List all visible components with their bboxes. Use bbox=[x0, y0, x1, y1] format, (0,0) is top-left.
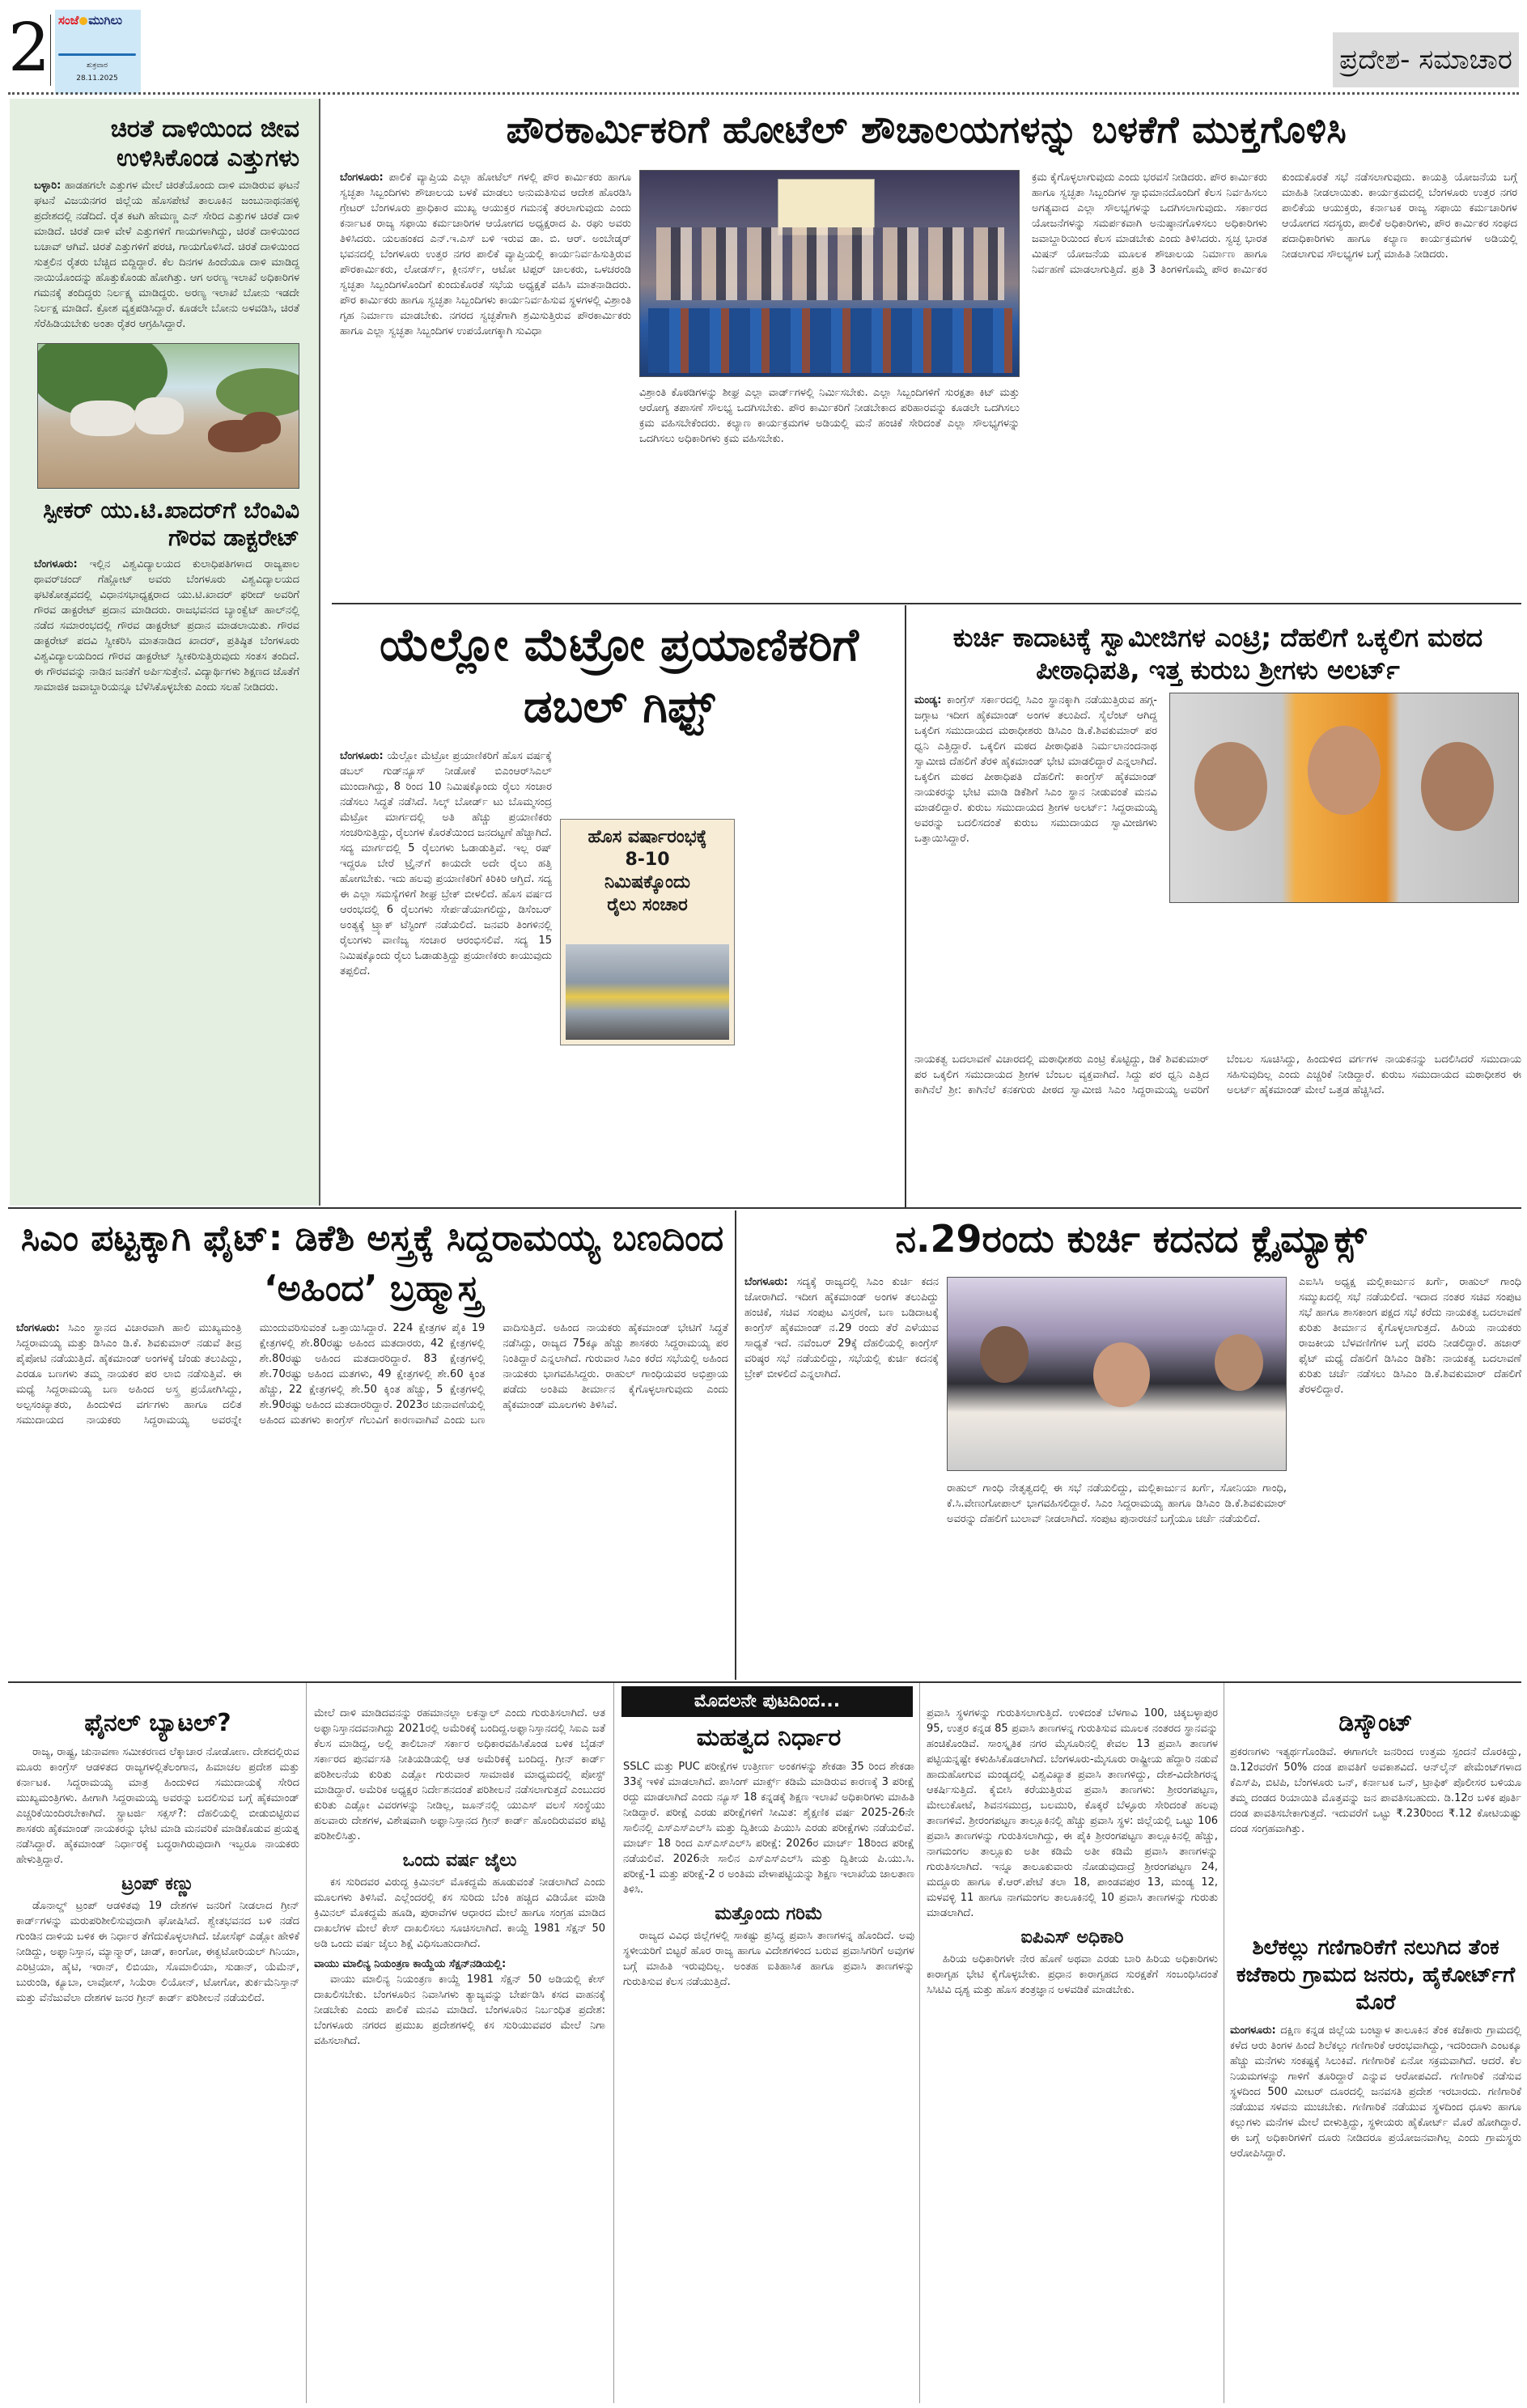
mahatva-body bbox=[623, 1759, 914, 2403]
dateline: ಬೆಂಗಳೂರು: bbox=[744, 1276, 788, 1288]
congress-leaders-photo bbox=[947, 1277, 1287, 1471]
masthead bbox=[8, 8, 1527, 95]
photo-face bbox=[980, 1326, 1029, 1383]
article-text: ಸದ್ಯಕ್ಕೆ ರಾಜ್ಯದಲ್ಲಿ ಸಿಎಂ ಕುರ್ಚಿ ಕದನ ಜೋರಾಗಿದೆ. ಇದೀಗ ಹೈಕಮಾಂಡ್ ಅಂಗಳ ತಲುಪಿದ್ದು ಹಂಚಿಕೆ, ಸಚಿವ ಸಂಪುಟ ವಿಸ್ತರಣೆ, ಬಣ ಬಡಿದಾಟಕ್ಕೆ ಕಾಂಗ್ರೆಸ್ ಹೈಕಮಾಂಡ್ ನ.29 ರಂದು ತೆರೆ ಎಳೆಯುವ ಸಾಧ್ಯತೆ ಇದೆ. ನವೆಂಬರ್ 29ಕ್ಕೆ ದೆಹಲಿಯಲ್ಲಿ ಕಾಂಗ್ರೆಸ್ ವರಿಷ್ಠರ ಸಭೆ ನಡೆಯಲಿದ್ದು, ಸಭೆಯಲ್ಲಿ ಕುರ್ಚಿ ಕದನಕ್ಕೆ ಬ್ರೇಕ್ ಬೀಳಲಿದೆ ಎನ್ನಲಾಗಿದೆ. bbox=[744, 1276, 939, 1380]
quarry-body bbox=[1230, 2023, 1521, 2403]
sidebar-story2-body bbox=[10, 552, 319, 695]
lead-body-under-photo: ವಿಶ್ರಾಂತಿ ಕೊಠಡಿಗಳನ್ನು ಶೀಘ್ರ ಎಲ್ಲಾ ವಾರ್ಡ್‌ಗಳಲ್ಲಿ ನಿರ್ಮಿಸಬೇಕು. ಎಲ್ಲಾ ಸಿಬ್ಬಂದಿಗಳಿಗೆ ಸುರಕ್ಷತಾ ಕಿಟ್ ಮತ್ತು ಆರೋಗ್ಯ ತಪಾಸಣೆ ಸೌಲಭ್ಯ ಒದಗಿಸಬೇಕು. ಪೌರ ಕಾರ್ಮಿಕರಿಗೆ ನೀಡಬೇಕಾದ ಪರಿಹಾರವನ್ನು ಕೂಡಲೇ ಒದಗಿಸಲು ಕ್ರಮ ವಹಿಸಬೇಕೆಂದರು. ಕಲ್ಯಾಣ ಕಾರ್ಯಕ್ರಮಗಳ ಅಡಿಯಲ್ಲಿ ಮನೆ ಹಂಚಿಕೆ ಸೇರಿದಂತೆ ಎಲ್ಲಾ ಸೌಲಭ್ಯಗಳನ್ನು ಒದಗಿಸಲು ಅಧಿಕಾರಿಗಳು ಕ್ರಮ ವಹಿಸಬೇಕು. bbox=[639, 387, 1020, 445]
metro-highlight-box bbox=[560, 819, 735, 1045]
article-text: ಡೊನಾಲ್ಡ್ ಟ್ರಂಪ್ ಆಡಳಿತವು 19 ದೇಶಗಳ ಜನರಿಗೆ ನೀಡಲಾದ ಗ್ರೀನ್ ಕಾರ್ಡ್‌ಗಳನ್ನು ಮರುಪರಿಶೀಲಿಸುವುದಾಗಿ ಘೋಷಿಸಿದೆ. ಶ್ವೇತಭವನದ ಬಳಿ ನಡೆದ ಗುಂಡಿನ ದಾಳಿಯ ಬಳಿಕ ಈ ನಿರ್ಧಾರ ತೆಗೆದುಕೊಳ್ಳಲಾಗಿದೆ. ಜೋಸೆಫ್ ಎಡ್ಲೋ ಹೇಳಿಕೆ ನೀಡಿದ್ದು, ಅಫ್ಘಾನಿಸ್ತಾನ, ಮ್ಯಾನ್ಮಾರ್, ಚಾಡ್, ಕಾಂಗೋ, ಈಕ್ವಟೋರಿಯಲ್ ಗಿನಿಯಾ, ಎರಿಟ್ರಿಯಾ, ಹೈಟಿ, ಇರಾನ್, ಲಿಬಿಯಾ, ಸೊಮಾಲಿಯಾ, ಸುಡಾನ್, ಯೆಮೆನ್, ಬುರುಂಡಿ, ಕ್ಯೂಬಾ, ಲಾವೋಸ್, ಸಿಯೆರಾ ಲಿಯೋನ್, ಟೋಗೋ, ತುರ್ಕಮೆನಿಸ್ತಾನ್ ಮತ್ತು ವೆನೆಜುವೆಲಾ ದೇಶಗಳ ಜನರ ಗ್ರೀನ್ ಕಾರ್ಡ್ ಪರಿಶೀಲನೆ ನಡೆಯಲಿದೆ. bbox=[16, 1900, 299, 2004]
sidebar-story1-headline: ಚಿರತೆ ದಾಳಿಯಿಂದ ಜೀವ ಉಳಿಸಿಕೊಂಡ ಎತ್ತುಗಳು bbox=[110, 115, 299, 172]
photo-face bbox=[1194, 742, 1267, 831]
column-b bbox=[314, 1706, 605, 2402]
photo-face bbox=[1421, 742, 1494, 831]
metro-box-line: ನಿಮಿಷಕ್ಕೊಂದು bbox=[604, 872, 691, 892]
photo-face bbox=[1093, 1342, 1150, 1407]
sun-logo-icon bbox=[79, 17, 87, 25]
logo-text-sanje: ಸಂಜೆ bbox=[58, 13, 79, 28]
lead-body-right: ಕ್ರಮ ಕೈಗೊಳ್ಳಲಾಗುವುದು ಎಂದು ಭರವಸೆ ನೀಡಿದರು. ಪೌರ ಕಾರ್ಮಿಕರು ಹಾಗೂ ಸ್ವಚ್ಛತಾ ಸಿಬ್ಬಂದಿಗಳ ಸ್ವಾಭಿಮಾನದೊಂದಿಗೆ ಕೆಲಸ ನಿರ್ವಹಿಸಲು ಅಗತ್ಯವಾದ ಎಲ್ಲಾ ಸೌಲಭ್ಯಗಳನ್ನು ಒದಗಿಸಲಾಗುವುದು. ಸರ್ಕಾರದ ಯೋಜನೆಗಳನ್ನು ಸಮರ್ಪಕವಾಗಿ ಅನುಷ್ಠಾನಗೊಳಿಸಲು ಅಧಿಕಾರಿಗಳು ಜವಾಬ್ದಾರಿಯಿಂದ ಕೆಲಸ ಮಾಡಬೇಕು ಎಂದು ತಿಳಿಸಿದರು. ಸ್ವಚ್ಛ ಭಾರತ ಮಿಷನ್ ಯೋಜನೆಯ ಮೂಲಕ ಶೌಚಾಲಯ ನಿರ್ಮಾಣ ಹಾಗೂ ನಿರ್ವಹಣೆ ಮಾಡಲಾಗುತ್ತಿದೆ. ಪ್ರತಿ 3 ತಿಂಗಳಿಗೊಮ್ಮೆ ಪೌರ ಕಾರ್ಮಿಕರ ಕುಂದುಕೊರತೆ ಸಭೆ ನಡೆಸಲಾಗುವುದು. ಕಾಯತ್ರಿ ಯೋಜನೆಯ ಬಗ್ಗೆ ಮಾಹಿತಿ ನೀಡಲಾಯಿತು. ಕಾರ್ಯಕ್ರಮದಲ್ಲಿ ಬೆಂಗಳೂರು ಉತ್ತರ ನಗರ ಪಾಲಿಕೆಯ ಆಯುಕ್ತರು, ಕರ್ನಾಟಕ ರಾಜ್ಯ ಸಫಾಯಿ ಕರ್ಮಚಾರಿಗಳ ಆಯೋಗದ ಸದಸ್ಯರು, ಪಾಲಿಕೆ ಅಧಿಕಾರಿಗಳು, ಪೌರ ಕಾರ್ಮಿಕರ ಸಂಘದ ಪದಾಧಿಕಾರಿಗಳು ಹಾಗೂ ಕಲ್ಯಾಣ ಕಾರ್ಯಕ್ರಮಗಳ ಅಡಿಯಲ್ಲಿ ನೀಡಲಾಗುವ ಸೌಲಭ್ಯಗಳ ಬಗ್ಗೆ ಮಾಹಿತಿ ನೀಡಿದರು. bbox=[1032, 172, 1517, 276]
masthead-rule bbox=[8, 92, 1519, 97]
sidebar bbox=[10, 99, 320, 1206]
article-text: ದಕ್ಷಿಣ ಕನ್ನಡ ಜಿಲ್ಲೆಯ ಬಂಟ್ವಾಳ ತಾಲೂಕಿನ ತೆಂಕ ಕಜೆಕಾರು ಗ್ರಾಮದಲ್ಲಿ ಕಳೆದ ಆರು ತಿಂಗಳ ಹಿಂದೆ ಶಿಲೆಕಲ್ಲು ಗಣಿಗಾರಿಕೆ ಆರಂಭವಾಗಿದ್ದು, ಇದರಿಂದಾಗಿ ಎಂಟಕ್ಕೂ ಹೆಚ್ಚು ಮನೆಗಳು ಸಂಕಷ್ಟಕ್ಕೆ ಸಿಲುಕಿವೆ. ಗಣಿಗಾರಿಕೆ ಏನೋ ಸಕ್ರಮವಾಗಿದೆ. ಆದರೆ. ಕೆಲ ನಿಯಮಗಳನ್ನು ಗಾಳಿಗೆ ತೂರಿದ್ದಾರೆ ಎನ್ನುವ ಆರೋಪವಿದೆ. ಗಣಿಗಾರಿಕೆ ನಡೆಸುವ ಸ್ಥಳದಿಂದ 500 ಮೀಟರ್ ದೂರದಲ್ಲಿ ಜನವಸತಿ ಪ್ರದೇಶ ಇರಬಾರದು. ಗಣಿಗಾರಿಕೆ ನಡೆಯುವ ಸಳವನು ಮುಚಬೇಕು. ಗಣಿಗಾರಿಕೆ ನಡೆಯುವ ಸ್ಥಳದಿಂದ ಧೂಳು ಹಾಗೂ ಕಲ್ಲುಗಳು ಮನೆಗಳ ಮೇಲೆ ಬೀಳುತ್ತಿದ್ದು, ಸ್ಥಳೀಯರು ಹೈಕೋರ್ಟ್ ಮೊರೆ ಹೋಗಿದ್ದಾರೆ. ಈ ಬಗ್ಗೆ ಅಧಿಕಾರಿಗಳಿಗೆ ದೂರು ನೀಡಿದರೂ ಪ್ರಯೋಜನವಾಗಿಲ್ಲ ಎಂದು ಗ್ರಾಮಸ್ಥರು ಆರೋಪಿಸಿದ್ದಾರೆ. bbox=[1230, 2024, 1521, 2160]
page-number: 2 bbox=[8, 10, 51, 87]
final-battle-headline: ಫೈನಲ್ ಬ್ಯಾಟಲ್? bbox=[84, 1709, 231, 1737]
column-divider bbox=[613, 1683, 614, 2403]
article-text: ಸಿಎಂ ಸ್ಥಾನದ ವಿಚಾರವಾಗಿ ಹಾಲಿ ಮುಖ್ಯಮಂತ್ರಿ ಸಿದ್ದರಾಮಯ್ಯ ಮತ್ತು ಡಿಸಿಎಂ ಡಿ.ಕೆ. ಶಿವಕುಮಾರ್ ನಡುವೆ ತೀವ್ರ ಪೈಪೋಟಿ ನಡೆಯುತ್ತಿದೆ. ಹೈಕಮಾಂಡ್ ಅಂಗಳಕ್ಕೆ ಚೆಂಡು ತಲುಪಿದ್ದು, ಎರಡೂ ಬಣಗಳು ತಮ್ಮ ನಾಯಕರ ಪರ ಲಾಬಿ ನಡೆಸುತ್ತಿವೆ. ಈ ಮಧ್ಯೆ ಸಿದ್ದರಾಮಯ್ಯ ಬಣ ಅಹಿಂದ ಅಸ್ತ್ರ ಪ್ರಯೋಗಿಸಿದ್ದು, ಅಲ್ಪಸಂಖ್ಯಾತರು, ಹಿಂದುಳಿದ ವರ್ಗಗಳು ಹಾಗೂ ದಲಿತ ಸಮುದಾಯದ ನಾಯಕರು ಸಿದ್ದರಾಮಯ್ಯ ಅವರನ್ನೇ ಮುಂದುವರಿಸುವಂತೆ ಒತ್ತಾಯಿಸಿದ್ದಾರೆ. 224 ಕ್ಷೇತ್ರಗಳ ಪೈಕಿ 19 ಕ್ಷೇತ್ರಗಳಲ್ಲಿ ಶೇ.80ರಷ್ಟು ಅಹಿಂದ ಮತದಾರರು, 42 ಕ್ಷೇತ್ರಗಳಲ್ಲಿ ಶೇ.80ರಷ್ಟು ಅಹಿಂದ ಮತದಾರರಿದ್ದಾರೆ. 83 ಕ್ಷೇತ್ರಗಳಲ್ಲಿ ಶೇ.70ರಷ್ಟು ಅಹಿಂದ ಮತಗಳು, 49 ಕ್ಷೇತ್ರಗಳಲ್ಲಿ ಶೇ.60 ಕ್ಕಿಂತ ಹೆಚ್ಚು, 22 ಕ್ಷೇತ್ರಗಳಲ್ಲಿ ಶೇ.50 ಕ್ಕಿಂತ ಹೆಚ್ಚು, 5 ಕ್ಷೇತ್ರಗಳಲ್ಲಿ ಶೇ.90ರಷ್ಟು ಅಹಿಂದ ಮತದಾರರಿದ್ದಾರೆ. 2023ರ ಚುನಾವಣೆಯಲ್ಲಿ ಅಹಿಂದ ಮತಗಳು ಕಾಂಗ್ರೆಸ್ ಗೆಲುವಿಗೆ ಕಾರಣವಾಗಿವೆ ಎಂದು ಬಣ ವಾದಿಸುತ್ತಿದೆ. ಅಹಿಂದ ನಾಯಕರು ಹೈಕಮಾಂಡ್ ಭೇಟಿಗೆ ಸಿದ್ಧತೆ ನಡೆಸಿದ್ದು, ರಾಜ್ಯದ 75ಕ್ಕೂ ಹೆಚ್ಚು ಶಾಸಕರು ಸಿದ್ದರಾಮಯ್ಯ ಪರ ನಿಂತಿದ್ದಾರೆ ಎನ್ನಲಾಗಿದೆ. ಗುರುವಾರ ಸಿಎಂ ಕರೆದ ಸಭೆಯಲ್ಲಿ ಅಹಿಂದ ನಾಯಕರು ಭಾಗವಹಿಸಿದ್ದರು. ರಾಹುಲ್ ಗಾಂಧಿಯವರ ಅಭಿಪ್ರಾಯ ಪಡೆದು ಅಂತಿಮ ತೀರ್ಮಾನ ಕೈಗೊಳ್ಳಲಾಗುವುದು ಎಂದು ಹೈಕಮಾಂಡ್ ಮೂಲಗಳು ತಿಳಿಸಿವೆ. bbox=[16, 1322, 728, 1427]
sidebar-story2-headline: ಸ್ಪೀಕರ್ ಯು.ಟಿ.ಖಾದರ್‌ಗೆ ಬೆಂವಿವಿ ಗೌರವ ಡಾಕ್ಟರೇಟ್ bbox=[43, 497, 299, 551]
masthead-divider bbox=[50, 15, 51, 86]
photo-face bbox=[1308, 726, 1381, 815]
quarry-headline: ಶಿಲೆಕಲ್ಲು ಗಣಿಗಾರಿಕೆಗೆ ನಲುಗಿದ ತೆಂಕ ಕಜೆಕಾರು ಗ್ರಾಮದ ಜನರು, ಹೈಕೋರ್ಟ್‌ಗೆ ಮೊರೆ bbox=[1236, 1935, 1516, 2015]
metro-train-photo bbox=[566, 944, 729, 1040]
discount-body: ಪ್ರಕರಣಗಳು ಇತ್ಯರ್ಥಗೊಂಡಿವೆ. ಈಗಾಗಲೇ ಜನರಿಂದ ಉತ್ತಮ ಸ್ಪಂದನೆ ದೊರಕಿದ್ದು, ಡಿ.12ರವರೆಗೆ 50% ದಂಡ ಪಾವತಿಗೆ ಅವಕಾಶವಿದೆ. ಆನ್‌ಲೈನ್ ಪೇಮೆಂಟ್‌ಗಳಾದ ಕೆಎಸ್‌ಪಿ, ಬಿಟಿಪಿ, ಬೆಂಗಳೂರು ಒನ್, ಕರ್ನಾಟಕ ಒನ್, ಟ್ರಾಫಿಕ್ ಪೊಲೀಸರ ಬಳಿಯೂ ತಮ್ಮ ದಂಡದ ರಿಯಾಯಿತಿ ಮೊತ್ತವನ್ನು ಜನ ಪಾವತಿಸಬಹುದು. ಡಿ.12ರ ಬಳಿಕ ಪೂರ್ತಿ ದಂಡ ಪಾವತಿಸಬೇಕಾಗುತ್ತದೆ. ಇದುವರೆಗೆ ಒಟ್ಟು ₹.230ರಿಂದ ₹.12 ಕೋಟಿಯಷ್ಟು ದಂಡ ಸಂಗ್ರಹವಾಗಿತ್ತು. bbox=[1230, 1746, 1521, 1835]
lead-headline: ಪೌರಕಾರ್ಮಿಕರಿಗೆ ಹೋಟೆಲ್ ಶೌಚಾಲಯಗಳನ್ನು ಬಳಕೆಗೆ ಮುಕ್ತಗೊಳಿಸಿ bbox=[506, 108, 1347, 151]
n29-body-bottom: ರಾಹುಲ್ ಗಾಂಧಿ ನೇತೃತ್ವದಲ್ಲಿ ಈ ಸಭೆ ನಡೆಯಲಿದ್ದು, ಮಲ್ಲಿಕಾರ್ಜುನ ಖರ್ಗೆ, ಸೋನಿಯಾ ಗಾಂಧಿ, ಕೆ.ಸಿ.ವೇಣುಗೋಪಾಲ್ ಭಾಗವಹಿಸಲಿದ್ದಾರೆ. ಸಿಎಂ ಸಿದ್ದರಾಮಯ್ಯ ಹಾಗೂ ಡಿಸಿಎಂ ಡಿ.ಕೆ.ಶಿವಕುಮಾರ್ ಅವರನ್ನು ದೆಹಲಿಗೆ ಬುಲಾವ್ ನೀಡಲಾಗಿದೆ. ಸಂಪುಟ ಪುನಾರಚನೆ ಬಗ್ಗೆಯೂ ಚರ್ಚೆ ನಡೆಯಲಿದೆ. bbox=[947, 1482, 1287, 1525]
newspaper-logo bbox=[58, 13, 139, 28]
mahatva-headline: ಮಹತ್ವದ ನಿರ್ಧಾರ bbox=[696, 1723, 842, 1752]
photo-tree bbox=[216, 368, 299, 417]
metro-box-line: ರೈಲು ಸಂಚಾರ bbox=[607, 895, 688, 915]
kurchi-headline: ಕುರ್ಚಿ ಕಾದಾಟಕ್ಕೆ ಸ್ವಾಮೀಜಿಗಳ ಎಂಟ್ರಿ; ದೆಹಲಿಗೆ ಒಕ್ಕಲಿಗ ಮಠದ ಪೀಠಾಧಿಪತಿ, ಇತ್ತ ಕುರುಬ ಶ್ರೀಗಳು ಅಲರ್ಟ್ bbox=[952, 622, 1483, 685]
dateline: ಬೆಂಗಳೂರು: bbox=[340, 750, 384, 762]
article-text: ಯೆಲ್ಲೋ ಮೆಟ್ರೋ ಪ್ರಯಾಣಿಕರಿಗೆ ಹೊಸ ವರ್ಷಕ್ಕೆ ಡಬಲ್ ಗುಡ್‌ನ್ಯೂಸ್ ನೀಡೋಕೆ ಬಿಎಂಆರ್‌ಸಿಎಲ್ ಮುಂದಾಗಿದ್ದು, 8 ರಿಂದ 10 ನಿಮಿಷಕ್ಕೊಂದು ರೈಲು ಸಂಚಾರ ನಡೆಸಲು ಸಿದ್ಧತೆ ನಡೆಸಿದೆ. ಸಿಲ್ಕ್ ಬೋರ್ಡ್ ಟು ಬೊಮ್ಮಸಂದ್ರ ಮೆಟ್ರೋ ಮಾರ್ಗದಲ್ಲಿ ಅತಿ ಹೆಚ್ಚು ಪ್ರಯಾಣಿಕರು ಸಂಚರಿಸುತ್ತಿದ್ದು, ರೈಲುಗಳ ಕೊರತೆಯಿಂದ ಜನದಟ್ಟಣೆ ಹೆಚ್ಚಾಗಿದೆ. ಸದ್ಯ ಮಾರ್ಗದಲ್ಲಿ 5 ರೈಲುಗಳು ಓಡಾಡುತ್ತಿವೆ. ಇಲ್ಲ ರಷ್ ಇದ್ದರೂ ಬೇರೆ ಟ್ರೈನ್‌ಗೆ ಕಾಯದೇ ಅದೇ ರೈಲು ಹತ್ತಿ ಹೋಗಬೇಕು. ಇದು ಹಲವು ಪ್ರಯಾಣಿಕರಿಗೆ ಕಿರಿಕಿರಿ ಆಗ್ತಿದೆ. ಸದ್ಯ ಈ ಎಲ್ಲಾ ಸಮಸ್ಯೆಗಳಿಗೆ ಶೀಘ್ರ ಬ್ರೇಕ್ ಬೀಳಲಿದೆ. ಹೊಸ ವರ್ಷದ ಆರಂಭದಲ್ಲಿ 6 ರೈಲುಗಳು ಸೇರ್ಪಡೆಯಾಗಲಿದ್ದು, ಡಿಸೆಂಬರ್ ಅಂತ್ಯಕ್ಕೆ ಟ್ರ್ಯಾಕ್ ಟೆಸ್ಟಿಂಗ್ ನಡೆಯಲಿದೆ. ಜನವರಿ ತಿಂಗಳಿನಲ್ಲಿ ರೈಲುಗಳು ವಾಣಿಜ್ಯ ಸಂಚಾರ ಆರಂಭಿಸಲಿವೆ. ಸದ್ಯ 15 ನಿಮಿಷಕ್ಕೊಂದು ರೈಲು ಓಡಾಡುತ್ತಿದ್ದು ಪ್ರಯಾಣಿಕರು ಕಾಯುವುದು ತಪ್ಪಲಿದೆ. bbox=[340, 750, 552, 977]
discount-headline: ಡಿಸ್ಕೌಂಟ್ bbox=[1338, 1709, 1413, 1737]
air-pollution-subheading: ವಾಯು ಮಾಲಿನ್ಯ ನಿಯಂತ್ರಣ ಕಾಯ್ದೆಯ ಸೆಕ್ಷನ್‌ನಡಿಯಲ್ಲಿ: bbox=[314, 1958, 507, 1970]
metro-body bbox=[340, 748, 552, 1202]
column-divider bbox=[306, 1683, 307, 2403]
article-text: ಹಿರಿಯ ಅಧಿಕಾರಿಗಳೇ ನೇರ ಹೊಣೆ ಅಥವಾ ಎರಡು ಬಾರಿ ಹಿರಿಯ ಅಧಿಕಾರಿಗಳು ಕಾರಾಗೃಹ ಭೇಟಿ ಕೈಗೊಳ್ಳಬೇಕು. ಪ್ರಧಾನ ಕಾರಾಗೃಹದ ಸುರಕ್ಷತೆಗೆ ಸಂಬಂಧಿಸಿದಂತೆ ಸಿಸಿಟಿವಿ ದೃಶ್ಯ ಮತ್ತು ಹೊಸ ತಂತ್ರಜ್ಞಾನ ಅಳವಡಿಕೆ ಮಾಡಬೇಕು. bbox=[927, 1953, 1218, 1996]
n29-body-left bbox=[744, 1274, 939, 1675]
dateline: ಬೆಂಗಳೂರು: bbox=[34, 558, 78, 570]
article-text: ಪಾಲಿಕೆ ವ್ಯಾಪ್ತಿಯ ಎಲ್ಲಾ ಹೋಟೆಲ್ ಗಳಲ್ಲಿ ಪೌರ ಕಾರ್ಮಿಕರು ಹಾಗೂ ಸ್ವಚ್ಛತಾ ಸಿಬ್ಬಂದಿಗಳು ಶೌಚಾಲಯ ಬಳಕೆ ಮಾಡಲು ಅನುಮತಿಸುವ ಆದೇಶ ಹೊರಡಿಸಿ ಗ್ರೇಟರ್ ಬೆಂಗಳೂರು ಪ್ರಾಧಿಕಾರ ಮುಖ್ಯ ಆಯುಕ್ತರ ಗಮನಕ್ಕೆ ತರಲಾಗುವುದು ಎಂದು ಕರ್ನಾಟಕ ರಾಜ್ಯ ಸಫಾಯಿ ಕರ್ಮಚಾರಿಗಳ ಆಯೋಗದ ಅಧ್ಯಕ್ಷರಾದ ಪಿ. ರಘು ಅವರು ತಿಳಿಸಿದರು. ಯಲಹಂಕದ ಎನ್.ಇ.ಎಸ್ ಬಳಿ ಇರುವ ಡಾ. ಬಿ. ಆರ್. ಅಂಬೇಡ್ಕರ್ ಭವನದಲ್ಲಿ ಬೆಂಗಳೂರು ಉತ್ತರ ನಗರ ಪಾಲಿಕೆ ವ್ಯಾಪ್ತಿಯಲ್ಲಿ ಕಾರ್ಯನಿರ್ವಹಿಸುತ್ತಿರುವ ಪೌರಕಾರ್ಮಿಕರು, ಲೋಡರ್ಸ್, ಕ್ಲೀನರ್ಸ್, ಆಟೋ ಟಿಪ್ಪರ್ ಚಾಲಕರು, ಒಳಚರಂಡಿ ಸ್ವಚ್ಛತಾ ಸಿಬ್ಬಂದಿಗಳೊಂದಿಗೆ ಕುಂದುಕೊರತೆ ಸಭೆಯ ಅಧ್ಯಕ್ಷತೆ ವಹಿಸಿ ಮಾತನಾಡಿದರು. ಪೌರ ಕಾರ್ಮಿಕರು ಹಾಗೂ ಸ್ವಚ್ಛತಾ ಸಿಬ್ಬಂದಿಗಳು ಕಾರ್ಯನಿರ್ವಹಿಸುವ ಸ್ಥಳಗಳಲ್ಲಿ ವಿಶ್ರಾಂತಿ ಗೃಹ ನಿರ್ಮಾಣ ಮಾಡಬೇಕು. ನಗರದ ಸ್ವಚ್ಛತೆಗಾಗಿ ಶ್ರಮಿಸುತ್ತಿರುವ ಪೌರಕಾರ್ಮಿಕರು ಹಾಗೂ ಎಲ್ಲಾ ಸ್ವಚ್ಛತಾ ಸಿಬ್ಬಂದಿಗಳ ಉಪಯೋಗಕ್ಕಾಗಿ ಸುವಿಧಾ bbox=[340, 172, 631, 337]
article-text: ರಾಜ್ಯ, ರಾಷ್ಟ್ರ, ಚುನಾವಣಾ ಸಮೀಕರಣದ ಲೆಕ್ಕಾಚಾರ ನೋಡೋಣ. ದೇಶದಲ್ಲಿರುವ ಮೂರು ಕಾಂಗ್ರೆಸ್ ಆಡಳಿತದ ರಾಜ್ಯಗಳಲ್ಲಿತೆಲಂಗಾನ, ಹಿಮಾಚಲ ಪ್ರದೇಶ ಮತ್ತು ಕರ್ನಾಟಕ. ಸಿದ್ದರಾಮಯ್ಯ ಮಾತ್ರ ಹಿಂದುಳಿದ ಸಮುದಾಯಕ್ಕೆ ಸೇರಿದ ಮುಖ್ಯಮಂತ್ರಿಗಳು. ಹೀಗಾಗಿ ಸಿದ್ದರಾಮಯ್ಯ ಅವರನ್ನು ಬದಲಿಸುವ ಬಗ್ಗೆ ಹೈಕಮಾಂಡ್ ಎಚ್ಚರಿಕೆಯಿಂದಿರಬೇಕಾಗಿದೆ. ಸ್ಟ್ರಾಟರ್ಜಿ ಸಕ್ಸಸ್?: ದೆಹಲಿಯಲ್ಲಿ ಬೀಡುಬಿಟ್ಟಿರುವ ಶಾಸಕರು ಹೈಕಮಾಂಡ್ ನಾಯಕರನ್ನು ಭೇಟಿ ಮಾಡಿ ಮನವರಿಕೆ ಮಾಡಿಕೊಡುವ ಪ್ರಯತ್ನ ನಡೆಸಿದ್ದಾರೆ. ಹೈಕಮಾಂಡ್ ನಿರ್ಧಾರಕ್ಕೆ ಬದ್ಧರಾಗಿರುವುದಾಗಿ ಇಬ್ಬರೂ ನಾಯಕರು ಹೇಳುತ್ತಿದ್ದಾರೆ. bbox=[16, 1746, 299, 1866]
photo-people-front bbox=[648, 308, 1012, 373]
photo-cow bbox=[70, 401, 135, 436]
logo-text-mugilu: ಮುಗಿಲು bbox=[88, 13, 123, 28]
continued-banner: ಮೊದಲನೇ ಪುಟದಿಂದ... bbox=[621, 1686, 913, 1717]
section-divider bbox=[332, 603, 1521, 604]
photo-face bbox=[1215, 1334, 1263, 1391]
lead-body-left bbox=[340, 170, 631, 558]
article-text: SSLC ಮತ್ತು PUC ಪರೀಕ್ಷೆಗಳ ಉತ್ತೀರ್ಣ ಅಂಕಗಳನ್ನು ಶೇಕಡಾ 35 ರಿಂದ ಶೇಕಡಾ 33ಕ್ಕೆ ಇಳಿಕೆ ಮಾಡಲಾಗಿದೆ. ಪಾಸಿಂಗ್ ಮಾರ್ಕ್ಸ್ ಕಡಿಮೆ ಮಾಡಿರುವ ಕಾರಣಕ್ಕೆ 3 ಪರೀಕ್ಷೆ ರದ್ದು ಮಾಡಲಾಗಿದೆ ಎಂದು ನ್ಯೂಸ್ 18 ಕನ್ನಡಕ್ಕೆ ಶಿಕ್ಷಣ ಇಲಾಖೆ ಅಧಿಕಾರಿಗಳು ಮಾಹಿತಿ ನೀಡಿದ್ದಾರೆ. ಪರೀಕ್ಷೆ ಎರಡು ಪರೀಕ್ಷೆಗಳಿಗೆ ಸೀಮಿತ: ಶೈಕ್ಷಣಿಕ ವರ್ಷ 2025-26ನೇ ಸಾಲಿನಲ್ಲಿ ಎಸ್‌ಎಸ್‌ಎಲ್‌ಸಿ ಮತ್ತು ದ್ವಿತೀಯ ಪಿಯುಸಿ ಎರಡು ಪರೀಕ್ಷೆಗಳು ನಡೆಯಲಿವೆ. ಮಾರ್ಚ್ 18 ರಿಂದ ಎಸ್‌ಎಸ್‌ಎಲ್‌ಸಿ ಪರೀಕ್ಷೆ: 2026ರ ಮಾರ್ಚ್ 18ರಿಂದ ಪರೀಕ್ಷೆ ನಡೆಯಲಿವೆ. 2026ನೇ ಸಾಲಿನ ಎಸ್‌ಎಸ್‌ಎಲ್‌ಸಿ ಮತ್ತು ದ್ವಿತೀಯ ಪಿ.ಯು.ಸಿ. ಪರೀಕ್ಷೆ-1 ಮತ್ತು ಪರೀಕ್ಷೆ-2 ರ ಅಂತಿಮ ವೇಳಾಪಟ್ಟಿಯನ್ನು ಶಿಕ್ಷಣ ಇಲಾಖೆಯ ಜಾಲತಾಣ ತಿಳಿಸಿ. bbox=[623, 1761, 914, 1896]
column-divider bbox=[735, 1210, 736, 1680]
ips-subheadline: ಐಪಿಎಸ್ ಅಧಿಕಾರಿ bbox=[1020, 1927, 1124, 1948]
article-text: ಮೇಲೆ ದಾಳಿ ಮಾಡಿದವನನ್ನು ರಹಮಾನಲ್ಲಾ ಲಕನ್ವಾಲ್ ಎಂದು ಗುರುತಿಸಲಾಗಿದೆ. ಆತ ಅಫ್ಘಾನಿಸ್ತಾನದವನಾಗಿದ್ದು 2021ರಲ್ಲಿ ಅಮೆರಿಕಕ್ಕೆ ಬಂದಿದ್ದ.ಅಫ್ಘಾನಿಸ್ತಾನದಲ್ಲಿ ಸಿಐಎ ಜತೆ ಕೆಲಸ ಮಾಡಿದ್ದ, ಅಲ್ಲಿ ತಾಲಿಬಾನ್ ಸರ್ಕಾರ ಅಧಿಕಾರವಹಿಸಿಕೊಂಡ ಬಳಿಕ ಬೈಡನ್ ಸರ್ಕಾರದ ಪುನರ್ವಸತಿ ನೀತಿಯಡಿಯಲ್ಲಿ ಆತ ಅಮೆರಿಕಕ್ಕೆ ಬಂದಿದ್ದ. ಗ್ರೀನ್ ಕಾರ್ಡ್ ಪರಿಶೀಲನೆಯ ಕುರಿತು ಎಡ್ಲೋ ಗುರುವಾರ ಸಾಮಾಜಿಕ ಮಾಧ್ಯಮದಲ್ಲಿ ಪೋಸ್ಟ್ ಮಾಡಿದ್ದಾರೆ. ಅಮೆರಿಕ ಅಧ್ಯಕ್ಷರ ನಿರ್ದೇಶನದಂತೆ ಪರಿಶೀಲನೆ ನಡೆಸಲಾಗುತ್ತದೆ ಎಂಬುದರ ಕುರಿತು ಎಡ್ಲೋ ವಿವರಗಳನ್ನು ನೀಡಿಲ್ಲ, ಜೂನ್‌ನಲ್ಲಿ ಯುಎಸ್ ವಲಸೆ ಸಂಸ್ಥೆಯು ಹಲವಾರು ದೇಶಗಳ, ವಿಶೇಷವಾಗಿ ಅಫ್ಘಾನಿಸ್ತಾನದ ಗ್ರೀನ್ ಕಾರ್ಡ್ ಹೊಂದಿರುವವರ ಪಟ್ಟಿ ಪರಿಶೀಲಿಸಿತ್ತು. bbox=[314, 1707, 605, 1842]
logo-underline bbox=[58, 53, 136, 56]
dateline: ಬೆಂಗಳೂರು: bbox=[16, 1322, 60, 1334]
cm-fight-body bbox=[16, 1321, 728, 1675]
column-r bbox=[927, 1706, 1218, 2402]
article-text: ರಾಜ್ಯದ ವಿವಿಧ ಜಿಲ್ಲೆಗಳಲ್ಲಿ ಸಾಕಷ್ಟು ಪ್ರಸಿದ್ಧ ಪ್ರವಾಸಿ ತಾಣಗಳನ್ನ ಹೊಂದಿದೆ. ಅವು ಸ್ಥಳೀಯರಿಗೆ ಬಿಟ್ಟರೆ ಹೊರ ರಾಜ್ಯ ಹಾಗೂ ವಿದೇಶಗಳಿಂದ ಬರುವ ಪ್ರವಾಸಿಗರಿಗೆ ಅವುಗಳ ಬಗ್ಗೆ ಮಾಹಿತಿ ಇರುವುದಿಲ್ಲ. ಅಂತಹ ಐತಿಹಾಸಿಕ ಹಾಗೂ ಪ್ರವಾಸಿ ತಾಣಗಳನ್ನು ಗುರುತಿಸುವ ಕೆಲಸ ನಡೆಯುತ್ತಿದೆ. bbox=[623, 1930, 914, 1988]
article-text: ಹಾಡಹಗಲೇ ಎತ್ತುಗಳ ಮೇಲೆ ಚಿರತೆಯೊಂದು ದಾಳಿ ಮಾಡಿರುವ ಘಟನೆ ಘಟನೆ ವಿಜಯನಗರ ಜಿಲ್ಲೆಯ ಹೊಸಪೇಟೆ ತಾಲೂಕಿನ ಜಂಬುನಾಥನಹಳ್ಳಿ ಪ್ರದೇಶದಲ್ಲಿ ನಡೆದಿದೆ. ರೈತ ಕಟಗಿ ಹೇಮಣ್ಣ ಎನ್ ಸೇರಿದ ಎತ್ತುಗಳ ಚಿರತೆ ದಾಳಿ ಮಾಡಿದೆ. ಚಿರತೆ ದಾಳಿ ವೇಳೆ ಎತ್ತುಗಳಿಗೆ ಗಾಯಗಳಾಗಿದ್ದು, ಚಿರತೆ ದಾಳಿಯಿಂದ ಬಚಾವ್ ಆಗಿವೆ. ಚಿರತೆ ಎತ್ತುಗಳಿಗೆ ಪರಚಿ, ಗಾಯಗೊಳಿಸಿದೆ. ಚಿರತೆ ದಾಳಿಯಿಂದ ಸುತ್ತಲಿನ ರೈತರು ಬೆಚ್ಚಿದ ಬಿದ್ದಿದ್ದಾರೆ. ಕೆಲ ದಿನಗಳ ಹಿಂದೆಯೂ ದಾಳಿ ಮಾಡಿದ್ದ ನಾಯಿಯೊಂದನ್ನು ಹೊತ್ತುಕೊಂಡು ಹೋಗಿತ್ತು. ಆಗ ಅರಣ್ಯ ಇಲಾಖೆ ಅಧಿಕಾರಿಗಳ ಗಮನಕ್ಕೆ ತಂದಿದ್ದರು ನಿರ್ಲಕ್ಷ್ಯ ಮಾಡಿದ್ದರು. ಅರಣ್ಯ ಇಲಾಖೆ ಬೋನು ಇಡದೇ ನಿರ್ಲಕ್ಷ ಮಾಡಿದೆ. ಕ್ರೋಶ ವ್ಯಕ್ತಪಡಿಸಿದ್ದಾರೆ. ಕೂಡಲೇ ಬೋನು ಅಳವಡಿಸಿ, ಚಿರತೆ ಸೆರೆಹಿಡಿಯಬೇಕು ಅಂತಾ ರೈತರ ಆಗ್ರಹಿಸಿದ್ದಾರೆ. bbox=[34, 180, 299, 330]
metro-box-text bbox=[561, 820, 734, 917]
section-divider bbox=[8, 1681, 1521, 1683]
jail-subheadline: ಒಂದು ವರ್ಷ ಜೈಲು bbox=[402, 1851, 517, 1871]
issue-date: 28.11.2025 bbox=[76, 74, 118, 83]
lead-event-photo bbox=[639, 170, 1020, 377]
kurchi-body-left bbox=[914, 693, 1157, 1044]
cm-fight-headline: ಸಿಎಂ ಪಟ್ಟಕ್ಕಾಗಿ ಫೈಟ್: ಡಿಕೆಶಿ ಅಸ್ತ್ರಕ್ಕೆ ಸಿದ್ದರಾಮಯ್ಯ ಬಣದಿಂದ ‘ಅಹಿಂದ’ ಬ್ರಹ್ಮಾಸ್ತ್ರ bbox=[20, 1218, 724, 1309]
photo-people-standing bbox=[656, 227, 1004, 300]
leaders-photo bbox=[1169, 693, 1519, 903]
article-text: ಪ್ರವಾಸಿ ಸ್ಥಳಗಳನ್ನು ಗುರುತಿಸಲಾಗುತ್ತಿದೆ. ಉಳಿದಂತೆ ಬೆಳಗಾವಿ 100, ಚಿಕ್ಕಬಳ್ಳಾಪುರ 95, ಉತ್ತರ ಕನ್ನಡ 85 ಪ್ರವಾಸಿ ತಾಣಗಳನ್ನ ಗುರುತಿಸುವ ಮೂಲಕ ನಂತರದ ಸ್ಥಾನವನ್ನು ಹಂಚಿಕೊಂಡಿವೆ. ಸಾಂಸ್ಕೃತಿಕ ನಗರ ಮೈಸೂರಿನಲ್ಲಿ ಕೇವಲ 13 ಪ್ರವಾಸಿ ತಾಣಗಳ ಪಟ್ಟಿಯನ್ನಷ್ಟೇ ಕಳುಹಿಸಿಕೊಡಲಾಗಿದೆ. ಬೆಂಗಳೂರು-ಮೈಸೂರು ರಾಷ್ಟ್ರೀಯ ಹೆದ್ದಾರಿ ನಡುವೆ ಹಾದುಹೋಗುವ ಮಂಡ್ಯದಲ್ಲಿ ವಿಶ್ವವಿಖ್ಯಾತ ಪ್ರವಾಸಿ ತಾಣಗಳಿದ್ದು, ದೇಶ-ವಿದೇಶಿಗರನ್ನ ಆಕರ್ಷಿಸುತ್ತಿದೆ. ಕೈಬೀಸಿ ಕರೆಯುತ್ತಿರುವ ಪ್ರವಾಸಿ ತಾಣಗಳು: ಶ್ರೀರಂಗಪಟ್ಟಣ, ಮೇಲುಕೋಟೆ, ಶಿವನಸಮುದ್ರ, ಬಲಮುರಿ, ಕೊಕ್ಕರೆ ಬೆಳ್ಳೂರು ಸೇರಿದಂತೆ ಹಲವು ತಾಣಗಳಿವೆ. ಶ್ರೀರಂಗಪಟ್ಟಣ ತಾಲ್ಲೂಕಿನಲ್ಲಿ ಹೆಚ್ಚು ಪ್ರವಾಸಿ ಸ್ಥಳ: ಜಿಲ್ಲೆಯಲ್ಲಿ ಒಟ್ಟು 106 ಪ್ರವಾಸಿ ತಾಣಗಳನ್ನು ಗುರುತಿಸಲಾಗಿದ್ದು, ಈ ಪೈಕಿ ಶ್ರೀರಂಗಪಟ್ಟಣ ತಾಲ್ಲೂಕಿನಲ್ಲಿ ಹೆಚ್ಚು, ನಾಗಮಂಗಲ ತಾಲ್ಲೂಕು ಅತೀ ಕಡಿಮೆ ಅತೀ ಕಡಿಮೆ ಪ್ರವಾಸಿ ತಾಣಗಳನ್ನು ಗುರುತಿಸಲಾಗಿದೆ. ಇನ್ನೂ ತಾಲೂಕುವಾರು ನೋಡುವುದಾದ್ರೆ ಶ್ರೀರಂಗಪಟ್ಟಣ 24, ಮದ್ದೂರು ಹಾಗೂ ಕೆ.ಆರ್.ಪೇಟೆ ತಲಾ 18, ಪಾಂಡವಪುರ 13, ಮಂಡ್ಯ 12, ಮಳವಳ್ಳಿ 11 ಹಾಗೂ ನಾಗಮಂಗಲ ತಾಲೂಕಿನಲ್ಲಿ 10 ಪ್ರವಾಸಿ ತಾಣಗಳನ್ನು ಗುರುತು ಮಾಡಲಾಗಿದೆ. bbox=[927, 1707, 1218, 1919]
article-text: ಕಸ ಸುರಿದವರ ವಿರುದ್ಧ ಕ್ರಿಮಿನಲ್ ಮೊಕದ್ದಮೆ ಹೂಡುವಂತೆ ನೀಡಲಾಗಿದೆ ಎಂದು ಮೂಲಗಳು ತಿಳಿಸಿವೆ. ಎಲ್ಲೆಂದರಲ್ಲಿ ಕಸ ಸುರಿದು ಬೆಂಕಿ ಹಚ್ಚಿದ ವಿಡಿಯೋ ಮಾಡಿ ಕ್ರಿಮಿನಲ್ ಮೊಕದ್ದಮೆ ಹೂಡಿ, ಪುರಾವೆಗಳ ಆಧಾರದ ಮೇಲೆ ಹಾಗೂ ಸಂಗ್ರಹ ಮಾಡಿದ ದಾಖಲೆಗಳ ಮೇಲೆ ಕೇಸ್ ದಾಖಲಿಸಲು ಸೂಚಿಸಲಾಗಿದೆ. ಕಾಯ್ದೆ 1981 ಸೆಕ್ಷನ್ 50 ಅಡಿ ಒಂದು ವರ್ಷ ಜೈಲು ಶಿಕ್ಷೆ ವಿಧಿಸಬಹುದಾಗಿದೆ. bbox=[314, 1876, 605, 1950]
column-divider bbox=[905, 605, 906, 1208]
metro-headline: ಯೆಲ್ಲೋ ಮೆಟ್ರೋ ಪ್ರಯಾಣಿಕರಿಗೆ ಡಬಲ್ ಗಿಫ್ಟ್ bbox=[379, 619, 859, 733]
final-battle-body bbox=[16, 1745, 299, 2403]
article-text: ಇಲ್ಲಿನ ವಿಶ್ವವಿದ್ಯಾಲಯದ ಕುಲಾಧಿಪತಿಗಳಾದ ರಾಜ್ಯಪಾಲ ಥಾವರ್‌ಚಂದ್ ಗೆಹ್ಲೋಟ್ ಅವರು ಬೆಂಗಳೂರು ವಿಶ್ವವಿದ್ಯಾಲಯದ ಘಟಿಕೋತ್ಸವದಲ್ಲಿ ವಿಧಾನಸಭಾಧ್ಯಕ್ಷರಾದ ಯು.ಟಿ.ಖಾದರ್ ಫರೀದ್ ಅವರಿಗೆ ಗೌರವ ಡಾಕ್ಟರೇಟ್ ಪ್ರದಾನ ಮಾಡಿದರು. ರಾಜಭವನದ ಬ್ಯಾಂಕ್ವೆಟ್ ಹಾಲ್‌ನಲ್ಲಿ ನಡೆದ ಸಮಾರಂಭದಲ್ಲಿ ಗೌರವ ಡಾಕ್ಟರೇಟ್ ಪ್ರದಾನ ಮಾಡಲಾಯಿತು. ಗೌರವ ಡಾಕ್ಟರೇಟ್ ಪದವಿ ಸ್ವೀಕರಿಸಿ ಮಾತನಾಡಿದ ಖಾದರ್, ಪ್ರತಿಷ್ಠಿತ ಬೆಂಗಳೂರು ವಿಶ್ವವಿದ್ಯಾಲಯದಿಂದ ಗೌರವ ಡಾಕ್ಟರೇಟ್ ಸ್ವೀಕರಿಸುತ್ತಿರುವುದು ಸಂತಸ ತಂದಿದೆ. ಈ ಗೌರವವನ್ನು ನಾಡಿನ ಜನತೆಗೆ ಅರ್ಪಿಸುತ್ತೇನೆ. ವಿದ್ಯಾರ್ಥಿಗಳು ಶಿಕ್ಷಣದ ಜೊತೆಗೆ ಸಾಮಾಜಿಕ ಜವಾಬ್ದಾರಿಯನ್ನೂ ಬೆಳೆಸಿಕೊಳ್ಳಬೇಕು ಎಂದು ಸಲಹೆ ನೀಡಿದರು. bbox=[34, 558, 299, 693]
cattle-photo bbox=[37, 343, 299, 489]
issue-day: ಶುಕ್ರವಾರ bbox=[87, 61, 108, 70]
metro-box-line: ಹೊಸ ವರ್ಷಾರಂಭಕ್ಕೆ bbox=[587, 827, 707, 847]
garime-subheadline: ಮತ್ತೊಂದು ಗರಿಮೆ bbox=[715, 1904, 823, 1924]
n29-headline: ನ.29ರಂದು ಕುರ್ಚಿ ಕದನದ ಕ್ಲೈಮ್ಯಾಕ್ಸ್ bbox=[895, 1217, 1367, 1261]
section-divider bbox=[8, 1207, 1521, 1209]
dateline: ಬಳ್ಳಾರಿ: bbox=[34, 180, 62, 192]
sidebar-story1-body bbox=[10, 173, 319, 332]
article-text: ವಾಯು ಮಾಲಿನ್ಯ ನಿಯಂತ್ರಣ ಕಾಯ್ದೆ 1981 ಸೆಕ್ಷನ್ 50 ಅಡಿಯಲ್ಲಿ ಕೇಸ್ ದಾಖಲಿಸಬೇಕು. ಬೆಂಗಳೂರಿನ ನಿವಾಸಿಗಳು ತ್ಯಾಜ್ಯವನ್ನು ಬೇರ್ಪಡಿಸಿ ಕಸದ ವಾಹನಕ್ಕೆ ನೀಡಬೇಕು ಎಂದು ಪಾಲಿಕೆ ಮನವಿ ಮಾಡಿದೆ. ಬೆಂಗಳೂರಿನ ನಿರ್ಬಂಧಿತ ಪ್ರದೇಶ: ಬೆಂಗಳೂರು ನಗರದ ಪ್ರಮುಖ ಪ್ರದೇಶಗಳಲ್ಲಿ ಕಸ ಸುರಿಯುವವರ ಮೇಲೆ ನಿಗಾ ವಹಿಸಲಾಗಿದೆ. bbox=[314, 1973, 605, 2047]
n29-body-right: ಎಐಸಿಸಿ ಅಧ್ಯಕ್ಷ ಮಲ್ಲಿಕಾರ್ಜುನ ಖರ್ಗೆ, ರಾಹುಲ್ ಗಾಂಧಿ ಸಮ್ಮುಖದಲ್ಲಿ ಸಭೆ ನಡೆಯಲಿದೆ. ಇದಾದ ನಂತರ ಸಚಿವ ಸಂಪುಟ ಸಭೆ ಹಾಗೂ ಶಾಸಕಾಂಗ ಪಕ್ಷದ ಸಭೆ ಕರೆದು ನಾಯಕತ್ವ ಬದಲಾವಣೆ ಕುರಿತು ತೀರ್ಮಾನ ಕೈಗೊಳ್ಳಲಾಗುತ್ತದೆ. ಹಿರಿಯ ನಾಯಕರು ರಾಜಕೀಯ ಬೆಳವಣಿಗೆಗಳ ಬಗ್ಗೆ ವರದಿ ನೀಡಲಿದ್ದಾರೆ. ಹಜಾರ್ ಫೈಟ್ ಮಧ್ಯೆ ದೆಹಲಿಗೆ ಡಿಸಿಎಂ ಡಿಕೆಶಿ: ನಾಯಕತ್ವ ಬದಲಾವಣೆ ಕುರಿತು ಚರ್ಚೆ ನಡೆಸಲು ಡಿಸಿಎಂ ಡಿ.ಕೆ.ಶಿವಕುಮಾರ್ ದೆಹಲಿಗೆ ತೆರಳಲಿದ್ದಾರೆ. bbox=[1299, 1276, 1521, 1396]
dateline: ಮಂಗಳೂರು: bbox=[1230, 2024, 1276, 2037]
dateline: ಬೆಂಗಳೂರು: bbox=[340, 172, 384, 184]
column-divider bbox=[919, 1683, 920, 2403]
section-label: ಪ್ರದೇಶ- ಸಮಾಚಾರ bbox=[1333, 32, 1519, 87]
article-text: ಕಾಂಗ್ರೆಸ್ ಸರ್ಕಾರದಲ್ಲಿ ಸಿಎಂ ಸ್ಥಾನಕ್ಕಾಗಿ ನಡೆಯುತ್ತಿರುವ ಹಗ್ಗ-ಜಗ್ಗಾಟ ಇದೀಗ ಹೈಕಮಾಂಡ್ ಅಂಗಳ ತಲುಪಿದೆ. ಸೈಲೆಂಟ್ ಆಗಿದ್ದ ಒಕ್ಕಲಿಗ ಸಮುದಾಯದ ಮಠಾಧೀಶರು ಡಿಸಿಎಂ ಡಿ.ಕೆ.ಶಿವಕುಮಾರ್ ಪರ ಧ್ವನಿ ಎತ್ತಿದ್ದಾರೆ. ಒಕ್ಕಲಿಗ ಮಠದ ಪೀಠಾಧಿಪತಿ ನಿರ್ಮಲಾನಂದನಾಥ ಸ್ವಾಮೀಜಿ ದೆಹಲಿಗೆ ತೆರಳಿ ಹೈಕಮಾಂಡ್ ಭೇಟಿ ಮಾಡಲಿದ್ದಾರೆ ಎನ್ನಲಾಗಿದೆ. ಒಕ್ಕಲಿಗ ಮಠದ ಪೀಠಾಧಿಪತಿ ದೆಹಲಿಗೆ: ಕಾಂಗ್ರೆಸ್ ಹೈಕಮಾಂಡ್ ನಾಯಕರನ್ನು ಭೇಟಿ ಮಾಡಿ ಡಿಕೆಶಿಗೆ ಸಿಎಂ ಸ್ಥಾನ ನೀಡುವಂತೆ ಮನವಿ ಮಾಡಲಿದ್ದಾರೆ. ಕುರುಬ ಸಮುದಾಯದ ಶ್ರೀಗಳ ಅಲರ್ಟ್: ಸಿದ್ದರಾಮಯ್ಯ ಅವರನ್ನು ಬದಲಿಸದಂತೆ ಕುರುಬ ಸಮುದಾಯದ ಸ್ವಾಮೀಜಿಗಳು ಒತ್ತಾಯಿಸಿದ್ದಾರೆ. bbox=[914, 694, 1157, 845]
kurchi-body-bottom: ನಾಯಕತ್ವ ಬದಲಾವಣೆ ವಿಚಾರದಲ್ಲಿ ಮಠಾಧೀಶರು ಎಂಟ್ರಿ ಕೊಟ್ಟಿದ್ದು, ಡಿಕೆ ಶಿವಕುಮಾರ್ ಪರ ಒಕ್ಕಲಿಗ ಸಮುದಾಯದ ಶ್ರೀಗಳ ಬೆಂಬಲ ವ್ಯಕ್ತವಾಗಿದೆ. ಸಿದ್ದು ಪರ ಧ್ವನಿ ಎತ್ತಿದ ಕಾಗಿನೆಲೆ ಶ್ರೀ: ಕಾಗಿನೆಲೆ ಕನಕಗುರು ಪೀಠದ ಸ್ವಾಮೀಜಿ ಸಿಎಂ ಸಿದ್ದರಾಮಯ್ಯ ಅವರಿಗೆ ಬೆಂಬಲ ಸೂಚಿಸಿದ್ದು, ಹಿಂದುಳಿದ ವರ್ಗಗಳ ನಾಯಕನನ್ನು ಬದಲಿಸಿದರೆ ಸಮುದಾಯ ಸಹಿಸುವುದಿಲ್ಲ ಎಂದು ಎಚ್ಚರಿಕೆ ನೀಡಿದ್ದಾರೆ. ಕುರುಬ ಸಮುದಾಯದ ಮಠಾಧೀಶರ ಈ ಅಲರ್ಟ್ ಹೈಕಮಾಂಡ್ ಮೇಲೆ ಒತ್ತಡ ಹೆಚ್ಚಿಸಿದೆ. bbox=[914, 1054, 1521, 1096]
photo-sheep bbox=[240, 412, 281, 444]
metro-box-line: 8-10 bbox=[625, 850, 670, 870]
dateline: ಮಂಡ್ಯ: bbox=[914, 694, 942, 706]
trump-subheadline: ಟ್ರಂಪ್ ಕಣ್ಣು bbox=[121, 1874, 194, 1894]
photo-cow bbox=[135, 397, 184, 435]
